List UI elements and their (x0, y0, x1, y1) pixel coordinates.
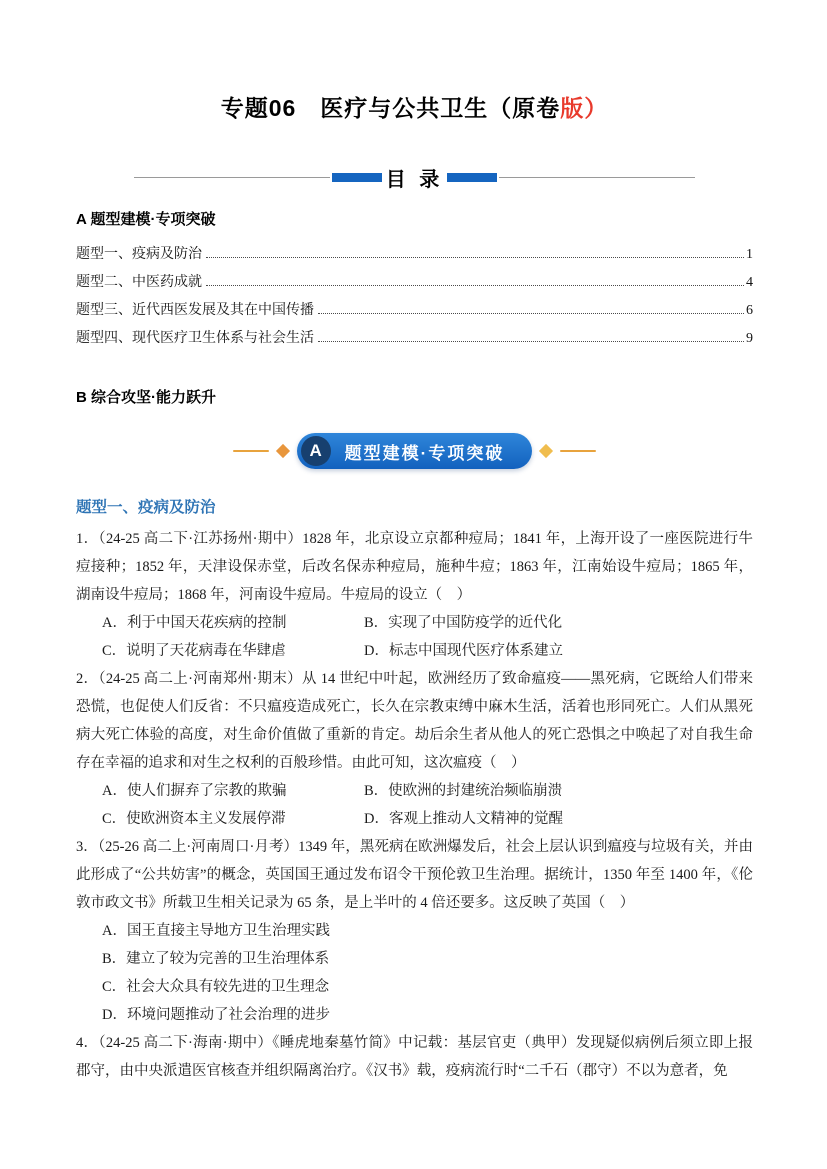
toc-item-topic-1[interactable] (76, 238, 753, 266)
question-2-option-b: B．使欧洲的封建统治频临崩溃 (364, 783, 563, 799)
toc-page-number: 1 (746, 247, 753, 262)
question-3-option-a: A．国王直接主导地方卫生治理实践 (102, 923, 330, 939)
question-4 (76, 1029, 753, 1085)
toc-page-number: 4 (746, 275, 753, 290)
question-2 (76, 665, 753, 833)
question-1-options (102, 609, 753, 665)
question-1 (76, 525, 753, 665)
question-2-options (102, 777, 753, 833)
question-1-option-d: D．标志中国现代医疗体系建立 (364, 643, 563, 659)
toc-item-topic-4[interactable] (76, 322, 753, 350)
question-1-option-b: B．实现了中国防疫学的近代化 (364, 615, 563, 631)
question-1-option-a: A．利于中国天花疾病的控制 (102, 615, 287, 631)
toc-leader-dots (318, 313, 744, 314)
banner-left-diamond-icon (276, 444, 290, 458)
toc-rule-blue-bar-right (447, 173, 497, 182)
toc-item-topic-2[interactable] (76, 266, 753, 294)
toc-list (76, 238, 753, 350)
toc-section-b-heading: B 综合攻坚·能力跃升 (76, 389, 216, 406)
toc-rule-line-right (499, 177, 695, 178)
question-2-option-c: C．使欧洲资本主义发展停滞 (102, 811, 286, 827)
banner-right-diamond-icon (539, 444, 553, 458)
question-3-option-c: C．社会大众具有较先进的卫生理念 (102, 979, 330, 995)
toc-rule-blue-bar-left (332, 173, 382, 182)
toc-leader-dots (318, 341, 744, 342)
toc-leader-dots (206, 285, 744, 286)
toc-item-label: 题型二、中医药成就 (76, 275, 202, 290)
toc-page-number: 6 (746, 303, 753, 318)
question-3-option-d: D．环境问题推动了社会治理的进步 (102, 1007, 330, 1023)
question-3 (76, 833, 753, 1029)
toc-item-label: 题型三、近代西医发展及其在中国传播 (76, 303, 314, 318)
question-3-options (102, 917, 753, 1029)
toc-rule-line-left (134, 177, 330, 178)
question-1-option-c: C．说明了天花病毒在华肆虐 (102, 643, 286, 659)
toc-item-label: 题型四、现代医疗卫生体系与社会生活 (76, 331, 314, 346)
question-2-option-d: D．客观上推动人文精神的觉醒 (364, 811, 563, 827)
page-title-main: 专题06 医疗与公共卫生（原卷 (220, 95, 561, 121)
banner-pill (297, 433, 533, 469)
question-2-stem: 2．（24-25 高二上·河南郑州·期末）从 14 世纪中叶起，欧洲经历了致命瘟疫——黑死病，它既给人们带来恐慌，也促使人们反省：不只瘟疫造成死亡，长久在宗教束缚中麻木生活，活着也形同死亡。人们从黑死病大死亡体验的高度，对生命价值做了重新的肯定。劫后余生者从他人的死亡恐惧之中唤起了对自我生命存在幸福的追求和对生之权利的百般珍惜。由此可知，这次瘟疫（ ） (76, 671, 753, 771)
banner-label: 题型建模·专项突破 (344, 443, 505, 463)
toc-heading-rule (76, 163, 753, 192)
question-2-option-a: A．使人们摒弃了宗教的欺骗 (102, 783, 287, 799)
question-3-option-b: B．建立了较为完善的卫生治理体系 (102, 951, 330, 967)
toc-item-label: 题型一、疫病及防治 (76, 247, 202, 262)
question-1-stem: 1．（24-25 高二下·江苏扬州·期中）1828 年，北京设立京都种痘局；1841 年，上海开设了一座医院进行牛痘接种；1852 年，天津设保赤堂，后改名保赤种痘局，施种牛痘；1863 年，江南始设牛痘局；1865 年，湖南设牛痘局；1868 年，河南设牛痘局。牛痘局的设立（ ） (76, 531, 753, 603)
page-title-red-part: 版） (560, 95, 609, 121)
section-a-banner (76, 433, 753, 469)
toc-section-a-heading: A 题型建模·专项突破 (76, 211, 216, 228)
toc-leader-dots (206, 257, 744, 258)
toc-heading: 目 录 (385, 169, 444, 191)
banner-left-line (233, 450, 269, 452)
topic-1-heading: 题型一、疫病及防治 (76, 499, 216, 516)
toc-item-topic-3[interactable] (76, 294, 753, 322)
toc-page-number: 9 (746, 331, 753, 346)
page-title (76, 90, 753, 123)
banner-badge-a: A (301, 436, 331, 466)
question-4-stem: 4．（24-25 高二下·海南·期中）《睡虎地秦墓竹简》中记载：基层官吏（典甲）发现疑似病例后须立即上报郡守，由中央派遣医官核查并组织隔离治疗。《汉书》载，疫病流行时“二千石（郡守）不以为意者，免 (76, 1035, 753, 1079)
banner-right-line (560, 450, 596, 452)
question-3-stem: 3．（25-26 高二上·河南周口·月考）1349 年，黑死病在欧洲爆发后，社会上层认识到瘟疫与垃圾有关，并由此形成了“公共妨害”的概念，英国国王通过发布诏令干预伦敦卫生治理。据统计，1350 年至 1400 年，《伦敦市政文书》所载卫生相关记录为 65 条，是上半叶的 4 倍还要多。这反映了英国（ ） (76, 839, 753, 911)
